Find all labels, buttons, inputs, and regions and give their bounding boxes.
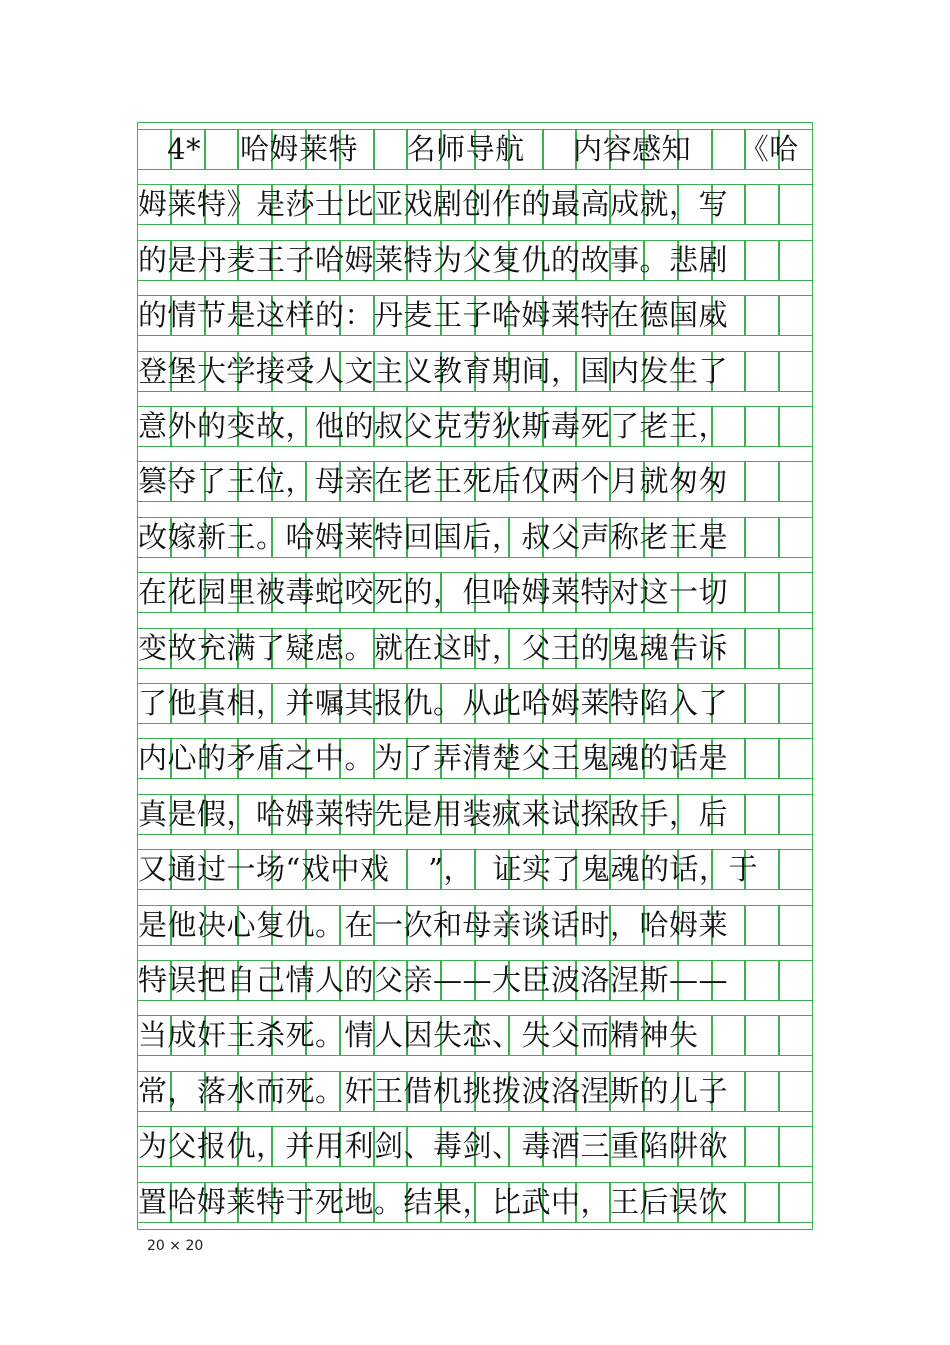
essay-line: 4* 哈姆莱特 名师导航 内容感知 《哈 bbox=[138, 132, 799, 166]
essay-line: 内心的矛盾之中。为了弄清楚父王鬼魂的话是 bbox=[138, 741, 729, 776]
essay-line: 了他真相，并嘱其报仇。从此哈姆莱特陷入了 bbox=[138, 686, 729, 720]
essay-line: 在花园里被毒蛇咬死的，但哈姆莱特对这一切 bbox=[138, 575, 729, 610]
essay-line: 的是丹麦王子哈姆莱特为父复仇的故事。悲剧 bbox=[138, 242, 729, 277]
essay-line: 改嫁新王。哈姆莱特回国后，叔父声称老王是 bbox=[138, 519, 729, 554]
grid-size-label: 20 × 20 bbox=[147, 1238, 204, 1254]
essay-line: 意外的变故，他的叔父克劳狄斯毒死了老王， bbox=[138, 409, 729, 443]
essay-line: 篡夺了王位，母亲在老王死后仅两个月就匆匆 bbox=[138, 464, 729, 499]
essay-line: 为父报仇，并用利剑、毒剑、毒酒三重陷阱欲 bbox=[138, 1129, 729, 1164]
essay-line: 常，落水而死。奸王借机挑拨波洛涅斯的儿子 bbox=[138, 1073, 729, 1108]
essay-line: 登堡大学接受人文主义教育期间，国内发生了 bbox=[138, 353, 729, 388]
essay-line: 真是假，哈姆莱特先是用装疯来试探敌手，后 bbox=[138, 796, 729, 831]
essay-line: 变故充满了疑虑。就在这时，父王的鬼魂告诉 bbox=[138, 630, 729, 665]
essay-line: 又通过一场“戏中戏 ”， 证实了鬼魂的话，于 bbox=[138, 852, 758, 887]
essay-line: 当成奸王杀死。情人因失恋、失父而精神失 bbox=[138, 1018, 699, 1053]
essay-line: 特误把自己情人的父亲——大臣波洛涅斯—— bbox=[138, 963, 729, 997]
essay-line: 是他决心复仇。在一次和母亲谈话时，哈姆莱 bbox=[138, 907, 729, 942]
essay-line: 姆莱特》是莎士比亚戏剧创作的最高成就，写 bbox=[138, 187, 729, 222]
essay-line: 的情节是这样的：丹麦王子哈姆莱特在德国威 bbox=[138, 298, 729, 333]
grid-frame bbox=[137, 122, 813, 1230]
essay-line: 置哈姆莱特于死地。结果，比武中，王后误饮 bbox=[138, 1184, 729, 1219]
